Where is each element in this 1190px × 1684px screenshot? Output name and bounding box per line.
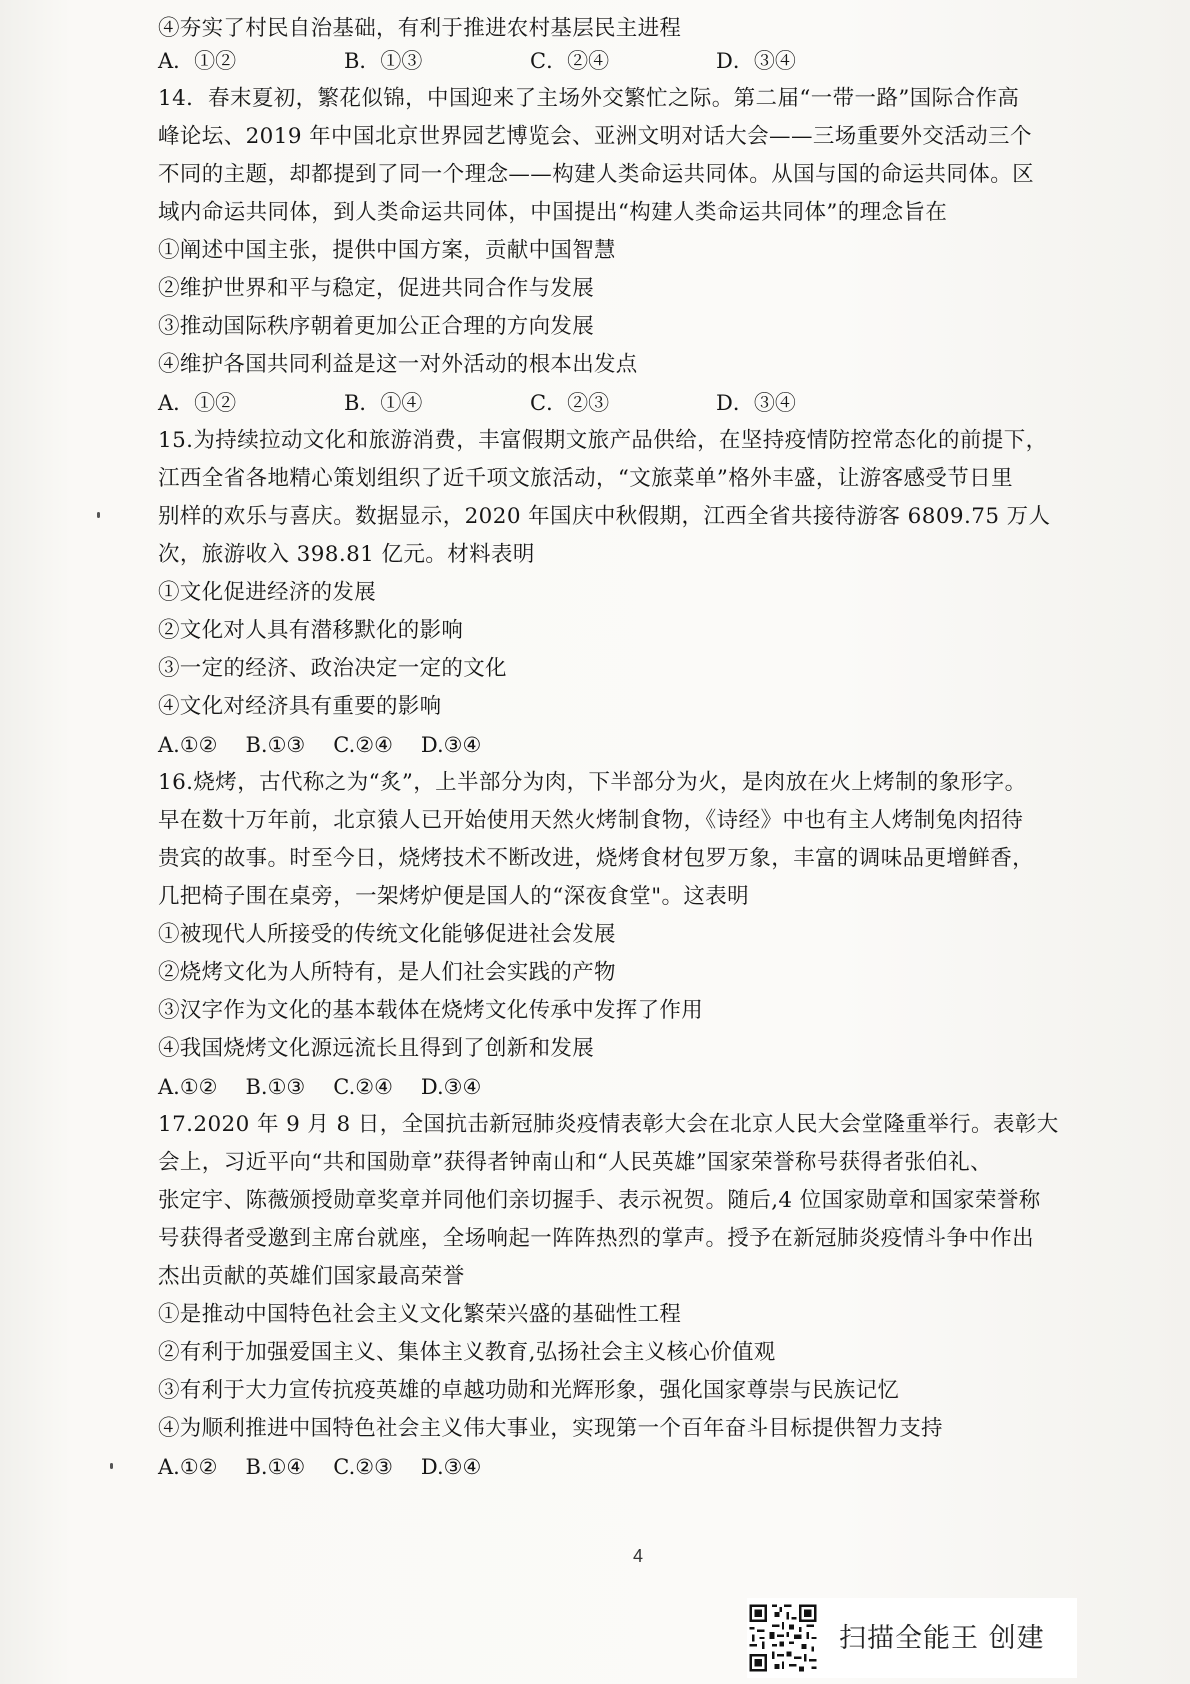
q14-option-4: ④维护各国共同利益是这一对外活动的根本出发点 [158,352,638,377]
question-16 [158,764,1138,1106]
q16-choice-d: D.③④ [420,1075,482,1099]
q15-option-2: ②文化对人具有潜移默化的影响 [158,618,464,643]
q14-stem-line: 不同的主题，却都提到了同一个理念——构建人类命运共同体。从国与国的命运共同体。区 [158,162,1035,187]
q14-choice-a: A．①② [158,391,237,415]
q16-option-4: ④我国烧烤文化源远流长且得到了创新和发展 [158,1036,595,1061]
page-number: 4 [633,1546,644,1566]
q16-option-2: ②烧烤文化为人所特有，是人们社会实践的产物 [158,960,616,985]
q15-choice-a: A.①② [158,733,218,757]
q13-choice-a: A．①② [158,49,237,73]
qr-code-icon [747,1602,819,1674]
q17-choice-b: B.①④ [245,1455,306,1479]
q13-choice-d: D．③④ [716,49,796,73]
q17-choice-c: C.②③ [333,1455,393,1479]
q17-choice-a: A.①② [158,1455,218,1479]
watermark-text: 扫描全能王 创建 [839,1623,1045,1654]
exam-content [158,8,1138,1486]
q17-option-3: ③有利于大力宣传抗疫英雄的卓越功勋和光辉形象，强化国家尊崇与民族记忆 [158,1378,900,1403]
q15-choice-b: B.①③ [245,733,306,757]
q17-stem-line: 17.2020 年 9 月 8 日，全国抗击新冠肺炎疫情表彰大会在北京人民大会堂隆重举行。表彰大 [158,1112,1059,1137]
q14-option-3: ③推动国际秩序朝着更加公正合理的方向发展 [158,314,595,339]
q15-choice-d: D.③④ [420,733,482,757]
q15-option-1: ①文化促进经济的发展 [158,580,377,605]
scan-speck [110,1463,113,1469]
q16-choice-a: A.①② [158,1075,218,1099]
q16-stem-line: 早在数十万年前，北京猿人已开始使用天然火烤制食物，《诗经》中也有主人烤制兔肉招待 [158,808,1024,833]
q15-stem-line: 15.为持续拉动文化和旅游消费，丰富假期文旅产品供给，在坚持疫情防控常态化的前提下， [158,428,1048,453]
q15-stem-line: 别样的欢乐与喜庆。数据显示，2020 年国庆中秋假期，江西全省共接待游客 6809.75 万人 [158,504,1051,529]
q13-option-4: ④夯实了村民自治基础，有利于推进农村基层民主进程 [158,16,682,41]
q15-choices [158,726,1138,764]
q17-option-4: ④为顺利推进中国特色社会主义伟大事业，实现第一个百年奋斗目标提供智力支持 [158,1416,943,1441]
q16-stem-line: 贵宾的故事。时至今日，烧烤技术不断改进，烧烤食材包罗万象，丰富的调味品更增鲜香， [158,846,1035,871]
q15-option-4: ④文化对经济具有重要的影响 [158,694,442,719]
q14-stem-line: 14．春末夏初，繁花似锦，中国迎来了主场外交繁忙之际。第二届“一带一路”国际合作高 [158,86,1020,111]
q17-choices [158,1448,1138,1486]
question-14 [158,80,1138,422]
q14-choice-b: B．①④ [344,391,423,415]
q15-stem-line: 江西全省各地精心策划组织了近千项文旅活动，“文旅菜单”格外丰盛，让游客感受节日里 [158,466,1013,491]
q16-choices [158,1068,1138,1106]
q14-choice-c: C．②③ [530,391,610,415]
q14-stem-line: 峰论坛、2019 年中国北京世界园艺博览会、亚洲文明对话大会——三场重要外交活动三个 [158,124,1032,149]
q17-stem-line: 张定宇、陈薇颁授勋章奖章并同他们亲切握手、表示祝贺。随后,4 位国家勋章和国家荣誉称 [158,1188,1041,1213]
q16-stem-line: 几把椅子围在桌旁，一架烤炉便是国人的“深夜食堂"。这表明 [158,884,750,909]
question-15 [158,422,1138,764]
q14-choice-d: D．③④ [716,391,796,415]
q16-option-1: ①被现代人所接受的传统文化能够促进社会发展 [158,922,616,947]
scan-speck [97,512,100,518]
scanner-watermark [747,1598,1077,1678]
q13-choice-b: B．①③ [344,49,423,73]
q17-option-1: ①是推动中国特色社会主义文化繁荣兴盛的基础性工程 [158,1302,682,1327]
q15-choice-c: C.②④ [333,733,393,757]
q14-choices [158,384,1138,422]
q17-choice-d: D.③④ [420,1455,482,1479]
q16-option-3: ③汉字作为文化的基本载体在烧烤文化传承中发挥了作用 [158,998,704,1023]
q17-option-2: ②有利于加强爱国主义、集体主义教育,弘扬社会主义核心价值观 [158,1340,776,1365]
q16-choice-b: B.①③ [245,1075,306,1099]
q17-stem-line: 号获得者受邀到主席台就座，全场响起一阵阵热烈的掌声。授予在新冠肺炎疫情斗争中作出 [158,1226,1035,1251]
q15-stem-line: 次，旅游收入 398.81 亿元。材料表明 [158,542,535,567]
q14-stem-line: 域内命运共同体，到人类命运共同体，中国提出“构建人类命运共同体”的理念旨在 [158,200,948,225]
q16-stem-line: 16.烧烤，古代称之为“炙”，上半部分为肉，下半部分为火，是肉放在火上烤制的象形字。 [158,770,1027,795]
q14-option-1: ①阐述中国主张，提供中国方案，贡献中国智慧 [158,238,616,263]
q17-stem-line: 会上，习近平向“共和国勋章”获得者钟南山和“人民英雄”国家荣誉称号获得者张伯礼、 [158,1150,992,1175]
q14-option-2: ②维护世界和平与稳定，促进共同合作与发展 [158,276,595,301]
question-17 [158,1106,1138,1486]
q17-stem-line: 杰出贡献的英雄们国家最高荣誉 [158,1264,465,1289]
q15-option-3: ③一定的经济、政治决定一定的文化 [158,656,507,681]
q16-choice-c: C.②④ [333,1075,393,1099]
q13-choice-c: C．②④ [530,49,610,73]
